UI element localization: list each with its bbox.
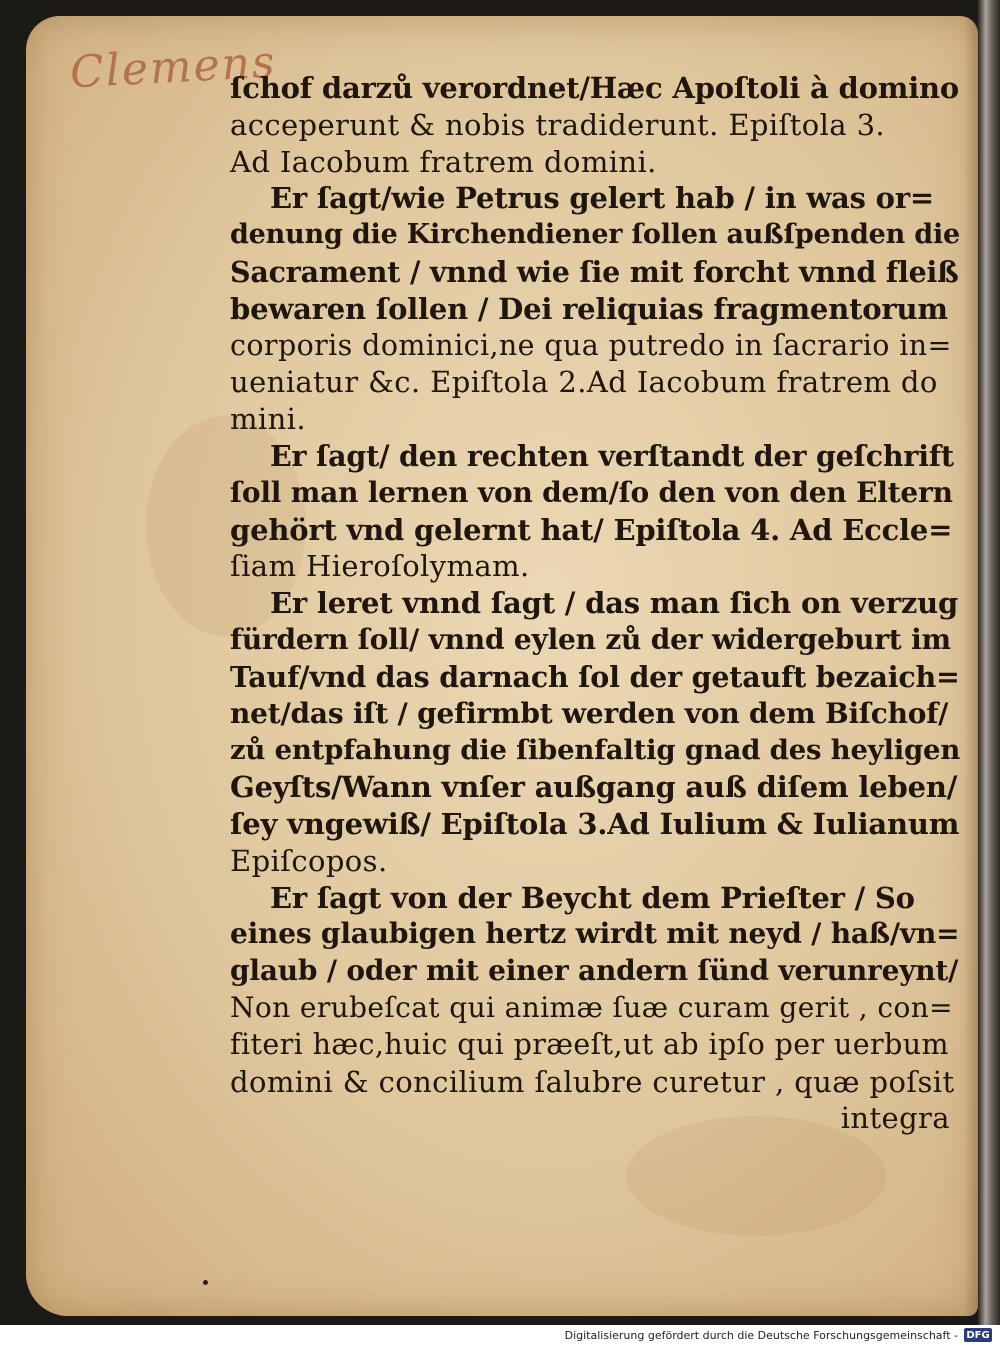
- text-line: mini.: [230, 402, 306, 437]
- text-line: bewaren ſollen / Dei reliquias fragmentorum: [230, 291, 948, 326]
- text-line: ſoll man lernen von dem/ſo den von den Eltern: [230, 475, 953, 509]
- text-line: acceperunt & nobis tradiderunt. Epiſtola 3.: [230, 107, 886, 142]
- page-text: [230, 70, 960, 1137]
- text-line: Er ſagt von der Beycht dem Prieſter / So: [270, 880, 915, 915]
- text-line: denung die Kirchendiener ſollen außſpenden die: [230, 219, 961, 251]
- text-line: Tauf/vnd das darnach ſol der getauft bezaich=: [230, 659, 960, 694]
- text-line: net/das iſt / gefirmbt werden von dem Biſchof/: [230, 696, 949, 730]
- text-line: ſchof darzů verordnet/Hæc Apoſtoli à domino: [230, 71, 960, 105]
- text-line: fürdern ſoll/ vnnd eylen zů der widergeburt im: [230, 622, 951, 656]
- text-line: Geyſts/Wann vnſer außgang auß diſem leben/: [230, 770, 958, 805]
- text-line: zů entpfahung die ſibenfaltig gnad des heyligen: [230, 734, 961, 767]
- text-line: eines glaubigen hertz wirdt mit neyd / haß/vn=: [230, 917, 960, 951]
- digitization-footer: [0, 1325, 1000, 1345]
- text-line: Epiſcopos.: [230, 843, 388, 878]
- text-line: ueniatur &c. Epiſtola 2.Ad Iacobum fratrem do: [230, 365, 938, 400]
- dfg-logo: DFG: [964, 1328, 992, 1342]
- text-line: corporis dominici,ne qua putredo in ſacrario in=: [230, 328, 952, 362]
- text-line: Er ſagt/wie Petrus gelert hab / in was or=: [270, 181, 934, 216]
- text-line: fiteri hæc,huic qui præeſt,ut ab ipſo per uerbum: [230, 1027, 949, 1061]
- ink-mark: [203, 1280, 208, 1285]
- catchword: integra: [840, 1101, 950, 1136]
- text-line: Er leret vnnd ſagt / das man ſich on verzug: [270, 586, 959, 621]
- text-line: ſiam Hieroſolymam.: [230, 549, 530, 584]
- scan-background-edge: [978, 0, 1000, 1325]
- footer-credit: Digitalisierung gefördert durch die Deutsche Forschungsgemeinschaft -: [564, 1328, 958, 1342]
- text-line: Non erubeſcat qui animæ ſuæ curam gerit , con=: [230, 990, 954, 1024]
- text-line: ſey vngewiß/ Epiſtola 3.Ad Iulium & Iulianum: [230, 806, 960, 841]
- text-line: Sacrament / vnnd wie ſie mit forcht vnnd fleiß: [230, 254, 959, 289]
- text-line: gehört vnd gelernt hat/ Epiſtola 4. Ad Eccle=: [230, 512, 953, 547]
- text-line: glaub / oder mit einer andern ſünd verunreynt/: [230, 954, 959, 988]
- text-line: Er ſagt/ den rechten verſtandt der geſchrift: [270, 438, 954, 473]
- margin-annotation: Clemens: [68, 36, 278, 99]
- page-edge-shadow: [964, 16, 978, 1316]
- text-line: domini & concilium ſalubre curetur , quæ poſsit: [230, 1064, 955, 1099]
- text-line: Ad Iacobum fratrem domini.: [230, 144, 657, 179]
